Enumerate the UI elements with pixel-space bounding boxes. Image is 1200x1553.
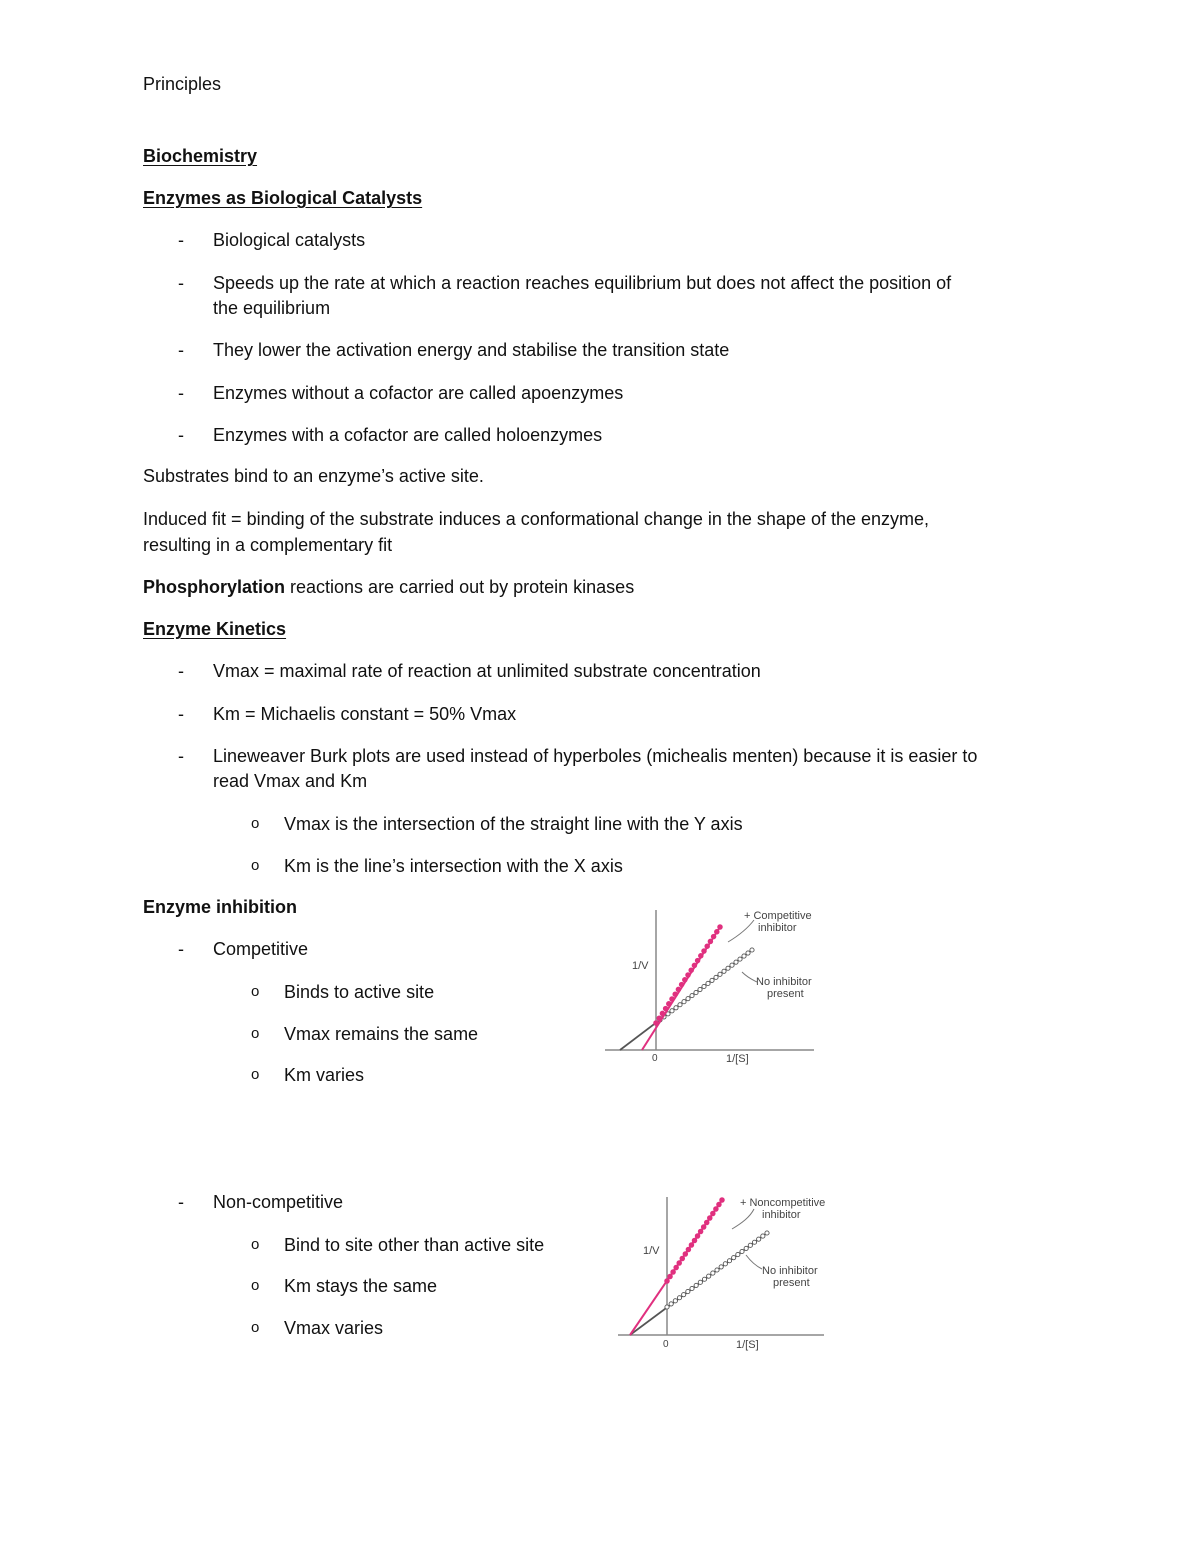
no-inhibitor-data-point [702,1277,706,1281]
no-inhibitor-data-point [682,1293,686,1297]
inhibitor-data-point [679,982,684,987]
origin-label: 0 [652,1053,658,1064]
bullet-text: Speeds up the rate at which a reaction reaches equilibrium but does not affect the position of [213,273,952,293]
inhibitor-data-point [677,1261,682,1266]
no-inhibitor-markers [654,948,754,1025]
sub-bullet-text: Binds to active site [284,982,435,1002]
no-inhibitor-data-point [727,1259,731,1263]
no-inhibitor-data-point [674,1006,678,1010]
inhibitor-callout-line [728,920,754,942]
bullet-text: Enzymes without a cofactor are called apoenzymes [213,383,624,403]
no-inhibitor-label: No inhibitor [762,1265,818,1277]
sub-bullet-text: Vmax is the intersection of the straight line with the Y axis [284,814,743,834]
bullet-text: Km = Michaelis constant = 50% Vmax [213,704,517,724]
no-inhibitor-data-point [746,951,750,955]
sub-bullet-marker: o [251,857,260,874]
no-inhibitor-data-point [740,1249,744,1253]
x-axis-label: 1/[S] [736,1339,759,1351]
sub-bullet-marker: o [251,1066,260,1083]
sub-bullet-marker: o [251,815,260,832]
no-inhibitor-data-point [723,1262,727,1266]
inhibitor-data-point [676,987,681,992]
inhibitor-label-2: inhibitor [762,1209,801,1221]
bullet-text: Vmax = maximal rate of reaction at unlimited substrate concentration [213,661,761,681]
bullet-dash: - [178,939,184,959]
bullet-text-continued: the equilibrium [213,298,331,318]
inhibitor-label: + Noncompetitive [740,1197,826,1209]
no-inhibitor-callout-line [742,972,757,982]
no-inhibitor-data-point [686,997,690,1001]
no-inhibitor-data-point [732,1256,736,1260]
inhibitor-label-2: inhibitor [758,922,797,934]
sub-bullet-text: Vmax varies [284,1318,384,1338]
sub-bullet-text: Km varies [284,1065,365,1085]
no-inhibitor-data-point [761,1234,765,1238]
no-inhibitor-data-point [765,1231,769,1235]
no-inhibitor-data-point [730,963,734,967]
inhibitor-data-point [668,1274,673,1279]
inhibitor-data-point [660,1011,665,1016]
paragraph-substrates: Substrates bind to an enzyme’s active site. [143,466,484,486]
no-inhibitor-data-point [698,1280,702,1284]
no-inhibitor-data-point [722,969,726,973]
bullet-text: Biological catalysts [213,230,366,250]
no-inhibitor-data-point [748,1243,752,1247]
no-inhibitor-data-point [742,954,746,958]
no-inhibitor-data-point [678,1003,682,1007]
sub-bullet-text: Km is the line’s intersection with the X axis [284,856,623,876]
inhibitor-callout-line [732,1209,754,1229]
noncompetitive-label: Non-competitive [213,1192,344,1212]
bullet-dash: - [178,273,184,293]
inhibitor-data-point [715,930,720,935]
inhibitor-data-point [698,1229,703,1234]
sub-bullet-text: Km stays the same [284,1276,438,1296]
no-inhibitor-data-point [744,1246,748,1250]
inhibition-heading: Enzyme inhibition [143,897,298,917]
bullet-dash: - [178,340,184,360]
phosphorylation-rest: reactions are carried out by protein kinases [285,577,635,597]
bullet-text: Lineweaver Burk plots are used instead of hyperboles (michealis menten) because it is easier to [213,746,978,766]
no-inhibitor-data-point [673,1299,677,1303]
inhibitor-label: + Competitive [744,910,812,922]
competitive-label: Competitive [213,939,309,959]
catalysts-heading: Enzymes as Biological Catalysts [143,188,423,208]
inhibitor-data-point [654,1021,659,1026]
no-inhibitor-label: No inhibitor [756,976,812,988]
no-inhibitor-data-point [694,990,698,994]
sub-bullet-text: Vmax remains the same [284,1024,479,1044]
sub-bullet-marker: o [251,1025,260,1042]
no-inhibitor-label-2: present [767,988,804,1000]
no-inhibitor-data-point [750,948,754,952]
bullet-dash: - [178,1192,184,1212]
inhibitor-data-point [717,1202,722,1207]
inhibitor-data-point [667,1002,672,1007]
origin-label: 0 [663,1339,669,1350]
competitive-inhibitor-markers [654,925,723,1026]
inhibitor-data-point [683,1252,688,1257]
no-inhibitor-data-point [686,1289,690,1293]
y-axis-label: 1/V [643,1245,660,1257]
inhibitor-data-point [692,1238,697,1243]
bullet-dash: - [178,704,184,724]
inhibitor-data-point [657,1016,662,1021]
inhibitor-data-point [720,1198,725,1203]
inhibitor-data-point [695,958,700,963]
inhibitor-data-point [670,997,675,1002]
sub-bullet-marker: o [251,1319,260,1336]
no-inhibitor-data-point [706,981,710,985]
no-inhibitor-data-point [726,966,730,970]
inhibitor-data-point [708,939,713,944]
inhibitor-data-point [663,1006,668,1011]
no-inhibitor-data-point [736,1252,740,1256]
inhibitor-data-point [689,1243,694,1248]
inhibitor-data-point [689,968,694,973]
noncompetitive-inhibition-graph [612,1185,837,1355]
inhibitor-data-point [705,944,710,949]
no-inhibitor-data-point [670,1009,674,1013]
bullet-dash: - [178,746,184,766]
inhibitor-data-point [692,963,697,968]
no-inhibitor-data-point [710,978,714,982]
no-inhibitor-data-point [698,987,702,991]
sub-bullet-marker: o [251,1236,260,1253]
paragraph-induced-fit-continued: resulting in a complementary fit [143,535,393,555]
no-inhibitor-data-point [669,1302,673,1306]
no-inhibitor-data-point [707,1274,711,1278]
inhibitor-data-point [674,1265,679,1270]
inhibitor-data-point [711,934,716,939]
no-inhibitor-data-point [702,984,706,988]
bullet-dash: - [178,230,184,250]
sub-bullet-marker: o [251,983,260,1000]
no-inhibitor-data-point [752,1240,756,1244]
bullet-text-continued: read Vmax and Km [213,771,368,791]
inhibitor-data-point [707,1216,712,1221]
no-inhibitor-data-point [694,1283,698,1287]
no-inhibitor-data-point [715,1268,719,1272]
bullet-dash: - [178,425,184,445]
no-inhibitor-callout-line [746,1255,762,1269]
inhibitor-data-point [665,1279,670,1284]
y-axis-label: 1/V [632,960,649,972]
inhibitor-data-point [701,1225,706,1230]
no-inhibitor-data-point [714,975,718,979]
inhibitor-data-point [683,978,688,983]
x-axis-label: 1/[S] [726,1053,749,1065]
competitive-inhibition-graph [600,900,825,1070]
kinetics-heading: Enzyme Kinetics [143,619,287,639]
inhibitor-data-point [714,1207,719,1212]
no-inhibitor-data-point [690,994,694,998]
no-inhibitor-data-point [734,960,738,964]
no-inhibitor-data-point [738,957,742,961]
paragraph-induced-fit: Induced fit = binding of the substrate induces a conformational change in the shape of the enzyme, [143,509,930,529]
sub-bullet-text: Bind to site other than active site [284,1235,545,1255]
no-inhibitor-data-point [757,1237,761,1241]
phosphorylation-term: Phosphorylation [143,577,286,597]
bullet-dash: - [178,661,184,681]
inhibitor-data-point [673,992,678,997]
inhibitor-data-point [699,954,704,959]
inhibitor-data-point [680,1256,685,1261]
no-inhibitor-data-point [711,1271,715,1275]
inhibitor-data-point [702,949,707,954]
inhibitor-data-point [718,925,723,930]
no-inhibitor-data-point [665,1305,669,1309]
inhibitor-data-point [704,1220,709,1225]
inhibitor-data-point [695,1234,700,1239]
inhibitor-data-point [686,973,691,978]
sub-bullet-marker: o [251,1277,260,1294]
no-inhibitor-data-point [682,1000,686,1004]
no-inhibitor-label-2: present [773,1277,810,1289]
bullet-dash: - [178,383,184,403]
paragraph-phosphorylation [143,575,634,599]
inhibitor-data-point [686,1247,691,1252]
no-inhibitor-data-point [718,972,722,976]
inhibitor-data-point [711,1211,716,1216]
bullet-text: Enzymes with a cofactor are called holoenzymes [213,425,603,445]
no-inhibitor-data-point [719,1265,723,1269]
no-inhibitor-data-point [690,1286,694,1290]
no-inhibitor-markers [665,1231,769,1309]
bullet-text: They lower the activation energy and stabilise the transition state [213,340,730,360]
inhibitor-data-point [671,1270,676,1275]
section-title: Biochemistry [143,146,258,166]
no-inhibitor-data-point [677,1296,681,1300]
page-header: Principles [143,74,222,94]
